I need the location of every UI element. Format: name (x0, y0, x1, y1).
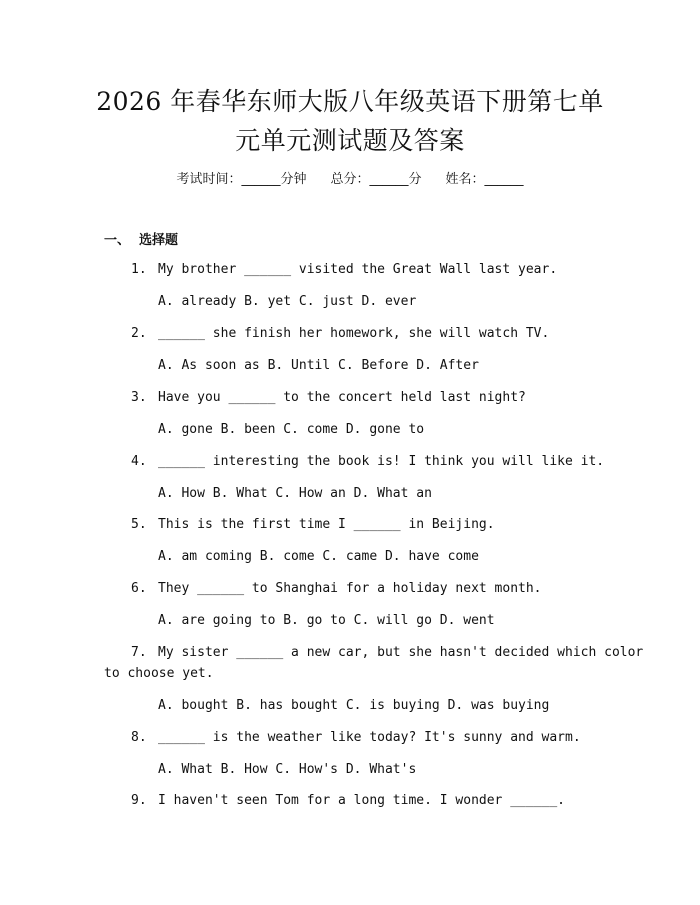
question-options: A. As soon as B. Until C. Before D. After (158, 358, 479, 373)
section-heading: 一、 选择题 (104, 233, 179, 248)
question-number: 3. (131, 390, 147, 405)
exam-score: 总分：______分 (330, 172, 422, 187)
question-number: 4. (131, 454, 147, 469)
question-text: My sister ______ a new car, but she hasn't decided which color (158, 645, 644, 660)
question-options: A. gone B. been C. come D. gone to (158, 422, 425, 437)
question-text: This is the first time I ______ in Beijing. (158, 517, 495, 532)
question-number: 5. (131, 517, 147, 532)
question-text: They ______ to Shanghai for a holiday next month. (158, 581, 542, 596)
page-title-line-2: 元单元测试题及答案 (235, 126, 465, 155)
question-options: A. What B. How C. How's D. What's (158, 762, 417, 777)
question-text-continued: to choose yet. (104, 666, 214, 681)
question-options: A. are going to B. go to C. will go D. went (158, 613, 495, 628)
question-number: 2. (131, 326, 147, 341)
question-text: ______ she finish her homework, she will watch TV. (158, 326, 550, 341)
page-title-line-1: 2026 年春华东师大版八年级英语下册第七单 (96, 87, 604, 116)
question-number: 8. (131, 730, 147, 745)
exam-meta (0, 168, 700, 187)
question-options: A. am coming B. come C. came D. have come (158, 549, 479, 564)
question-number: 9. (131, 793, 147, 808)
question-text: My brother ______ visited the Great Wall last year. (158, 262, 558, 277)
exam-name: 姓名：______ (445, 172, 524, 187)
question-text: ______ is the weather like today? It's sunny and warm. (158, 730, 581, 745)
question-text: ______ interesting the book is! I think you will like it. (158, 454, 605, 469)
question-number: 7. (131, 645, 147, 660)
exam-time: 考试时间：______分钟 (176, 172, 307, 187)
question-text: Have you ______ to the concert held last night? (158, 390, 526, 405)
question-options: A. bought B. has bought C. is buying D. was buying (158, 698, 550, 713)
question-number: 1. (131, 262, 147, 277)
question-options: A. How B. What C. How an D. What an (158, 486, 432, 501)
question-options: A. already B. yet C. just D. ever (158, 294, 417, 309)
question-number: 6. (131, 581, 147, 596)
question-text: I haven't seen Tom for a long time. I wonder ______. (158, 793, 565, 808)
